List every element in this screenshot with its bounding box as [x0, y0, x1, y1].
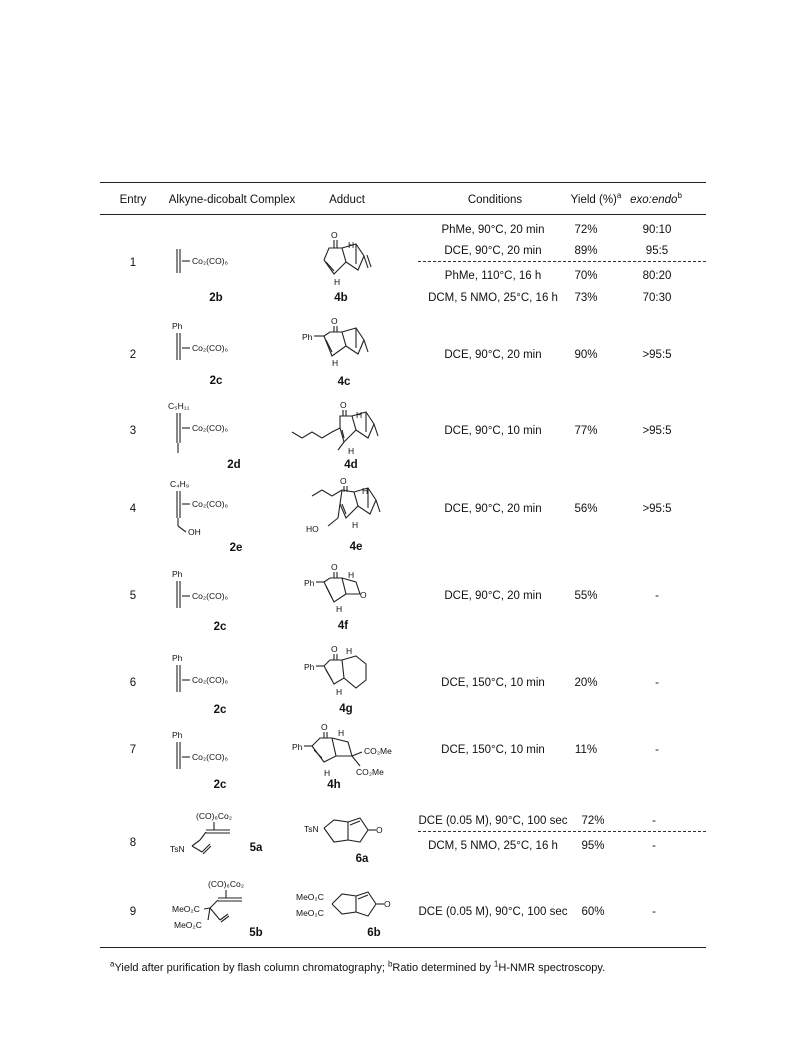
svg-text:OH: OH — [188, 527, 201, 537]
svg-text:H: H — [348, 570, 355, 580]
svg-text:MeO₂C: MeO₂C — [296, 908, 324, 918]
adduct-4c-structure — [300, 314, 390, 376]
svg-text:O: O — [331, 562, 338, 572]
exo-endo-value: 90:10 — [642, 224, 672, 236]
complex-label: 2c — [209, 375, 223, 387]
exo-endo-value: - — [655, 590, 659, 602]
svg-text:O: O — [331, 230, 338, 240]
yield-value: 89% — [574, 245, 598, 257]
svg-text:Co₂(CO)₆: Co₂(CO)₆ — [192, 675, 229, 685]
exo-endo-value: - — [655, 744, 659, 756]
svg-text:O: O — [340, 476, 347, 486]
adduct-4g-structure — [302, 640, 382, 702]
complex-2c-structure — [160, 318, 280, 368]
condition-text: DCE, 90°C, 20 min — [444, 245, 542, 257]
yield-value: 77% — [574, 425, 598, 437]
condition-text: PhMe, 110°C, 16 h — [444, 270, 542, 282]
svg-text:MeO₂C: MeO₂C — [172, 904, 200, 914]
exo-endo-value: >95:5 — [642, 503, 672, 515]
svg-text:Ph: Ph — [292, 742, 303, 752]
complex-label: 2c — [213, 704, 227, 716]
table-footnote: $^a$Yield after purification by flash column chromatography; $^b$Ratio determined by $^1$H-NMR spectroscopy. — [110, 959, 606, 974]
adduct-4f-structure — [302, 560, 382, 620]
svg-text:Co₂(CO)₆: Co₂(CO)₆ — [192, 591, 229, 601]
svg-text:H: H — [332, 358, 339, 368]
entry-number: 5 — [129, 590, 137, 602]
svg-text:(CO)₆Co₂: (CO)₆Co₂ — [208, 879, 245, 889]
svg-text:C₄H₉: C₄H₉ — [170, 479, 190, 489]
svg-text:Co₂(CO)₆: Co₂(CO)₆ — [192, 752, 229, 762]
complex-label: 2b — [209, 292, 223, 304]
yield-value: 70% — [574, 270, 598, 282]
entry-number: 8 — [129, 837, 137, 849]
svg-text:H: H — [356, 410, 363, 420]
svg-text:H: H — [336, 687, 343, 697]
yield-value: 55% — [574, 590, 598, 602]
adduct-label: 4h — [327, 779, 341, 791]
condition-text: DCE, 90°C, 20 min — [444, 349, 542, 361]
svg-text:Ph: Ph — [172, 730, 183, 740]
adduct-label: 4g — [339, 703, 353, 715]
exo-endo-value: 80:20 — [642, 270, 672, 282]
condition-text: DCE (0.05 M), 90°C, 100 sec — [418, 815, 568, 827]
svg-text:CO₂Me: CO₂Me — [364, 746, 392, 756]
svg-text:H: H — [324, 768, 331, 778]
yield-value: 56% — [574, 503, 598, 515]
complex-5b-structure — [160, 876, 280, 934]
svg-text:Ph: Ph — [304, 662, 315, 672]
svg-text:Ph: Ph — [172, 569, 183, 579]
svg-text:Co₂(CO)₆: Co₂(CO)₆ — [192, 256, 229, 266]
exo-endo-value: >95:5 — [642, 349, 672, 361]
header-conditions: Conditions — [467, 194, 523, 206]
svg-text:O: O — [376, 825, 383, 835]
svg-text:O: O — [384, 899, 391, 909]
entry-number: 7 — [129, 744, 137, 756]
yield-value: 72% — [574, 224, 598, 236]
svg-text:H: H — [362, 486, 369, 496]
header-yield: Yield (%)$^a$ — [570, 191, 622, 206]
svg-text:MeO₂C: MeO₂C — [296, 892, 324, 902]
svg-text:CO₂Me: CO₂Me — [356, 767, 384, 777]
adduct-label: 4b — [334, 292, 348, 304]
svg-text:H: H — [334, 277, 341, 287]
complex-label: 5a — [249, 842, 263, 854]
adduct-4h-structure — [290, 720, 400, 784]
exo-endo-value: - — [652, 815, 656, 827]
adduct-label: 4d — [344, 459, 358, 471]
svg-text:MeO₂C: MeO₂C — [174, 920, 202, 930]
exo-endo-value: 70:30 — [642, 292, 672, 304]
complex-2d-structure — [160, 398, 280, 458]
complex-2c-structure — [160, 566, 280, 616]
adduct-label: 4f — [337, 620, 349, 632]
svg-text:C₅H₁₁: C₅H₁₁ — [168, 401, 190, 411]
adduct-6a-structure — [304, 808, 404, 856]
svg-text:Ph: Ph — [302, 332, 313, 342]
complex-label: 5b — [249, 927, 263, 939]
entry-number: 6 — [129, 677, 137, 689]
svg-text:H: H — [338, 728, 345, 738]
yield-value: 72% — [581, 815, 605, 827]
adduct-label: 4c — [337, 376, 351, 388]
complex-2c-structure — [160, 727, 280, 777]
table-top-rule — [100, 182, 706, 183]
entry-number: 1 — [129, 257, 137, 269]
condition-text: DCM, 5 NMO, 25°C, 16 h — [428, 840, 558, 852]
header-adduct: Adduct — [329, 194, 365, 206]
svg-text:O: O — [360, 590, 367, 600]
header-exo-endo: exo:endo$^b$ — [630, 191, 682, 206]
entry-number: 4 — [129, 503, 137, 515]
table-bottom-rule — [100, 947, 706, 948]
complex-label: 2e — [229, 542, 243, 554]
adduct-4b-structure — [312, 228, 392, 294]
svg-text:HO: HO — [306, 524, 319, 534]
condition-text: DCM, 5 NMO, 25°C, 16 h — [428, 292, 558, 304]
svg-text:Co₂(CO)₆: Co₂(CO)₆ — [192, 343, 229, 353]
condition-text: DCE, 90°C, 10 min — [444, 425, 542, 437]
svg-text:(CO)₆Co₂: (CO)₆Co₂ — [196, 811, 233, 821]
svg-text:Co₂(CO)₆: Co₂(CO)₆ — [192, 423, 229, 433]
svg-text:Ph: Ph — [172, 321, 183, 331]
condition-text: PhMe, 90°C, 20 min — [441, 224, 545, 236]
row8-dashed-rule — [418, 831, 706, 832]
svg-text:Ph: Ph — [304, 578, 315, 588]
yield-value: 20% — [574, 677, 598, 689]
header-bottom-rule — [100, 214, 706, 215]
adduct-label: 6b — [367, 927, 381, 939]
svg-text:H: H — [352, 520, 359, 530]
exo-endo-value: - — [652, 906, 656, 918]
svg-text:Co₂(CO)₆: Co₂(CO)₆ — [192, 499, 229, 509]
yield-value: 11% — [574, 744, 598, 756]
svg-text:O: O — [331, 316, 338, 326]
svg-text:O: O — [321, 722, 328, 732]
exo-endo-value: 95:5 — [645, 245, 669, 257]
exo-endo-value: >95:5 — [642, 425, 672, 437]
condition-text: DCE, 150°C, 10 min — [441, 677, 545, 689]
svg-text:O: O — [331, 644, 338, 654]
adduct-label: 6a — [355, 853, 369, 865]
svg-text:H: H — [336, 604, 343, 614]
yield-value: 95% — [581, 840, 605, 852]
adduct-4e-structure — [292, 474, 412, 540]
condition-text: DCE, 90°C, 20 min — [444, 590, 542, 602]
yield-value: 90% — [574, 349, 598, 361]
svg-text:TsN: TsN — [304, 824, 319, 834]
complex-2e-structure — [160, 476, 280, 538]
yield-value: 60% — [581, 906, 605, 918]
header-complex: Alkyne-dicobalt Complex — [168, 194, 296, 206]
svg-text:Ph: Ph — [172, 653, 183, 663]
complex-5a-structure — [160, 808, 280, 856]
condition-text: DCE, 90°C, 20 min — [444, 503, 542, 515]
adduct-6b-structure — [296, 878, 406, 928]
entry-number: 3 — [129, 425, 137, 437]
complex-2c-structure — [160, 650, 280, 700]
svg-text:O: O — [340, 400, 347, 410]
svg-text:TsN: TsN — [170, 844, 185, 854]
exo-endo-value: - — [652, 840, 656, 852]
exo-endo-value: - — [655, 677, 659, 689]
svg-text:H: H — [348, 240, 355, 250]
header-entry: Entry — [119, 194, 147, 206]
entry-number: 2 — [129, 349, 137, 361]
yield-value: 73% — [574, 292, 598, 304]
condition-text: DCE (0.05 M), 90°C, 100 sec — [418, 906, 568, 918]
complex-label: 2c — [213, 779, 227, 791]
complex-2b-structure — [160, 245, 280, 285]
complex-label: 2d — [227, 459, 241, 471]
svg-text:H: H — [348, 446, 355, 456]
complex-label: 2c — [213, 621, 227, 633]
condition-text: DCE, 150°C, 10 min — [441, 744, 545, 756]
adduct-label: 4e — [349, 541, 363, 553]
svg-text:H: H — [346, 646, 353, 656]
adduct-4d-structure — [290, 398, 410, 458]
row1-dashed-rule — [418, 261, 706, 262]
entry-number: 9 — [129, 906, 137, 918]
